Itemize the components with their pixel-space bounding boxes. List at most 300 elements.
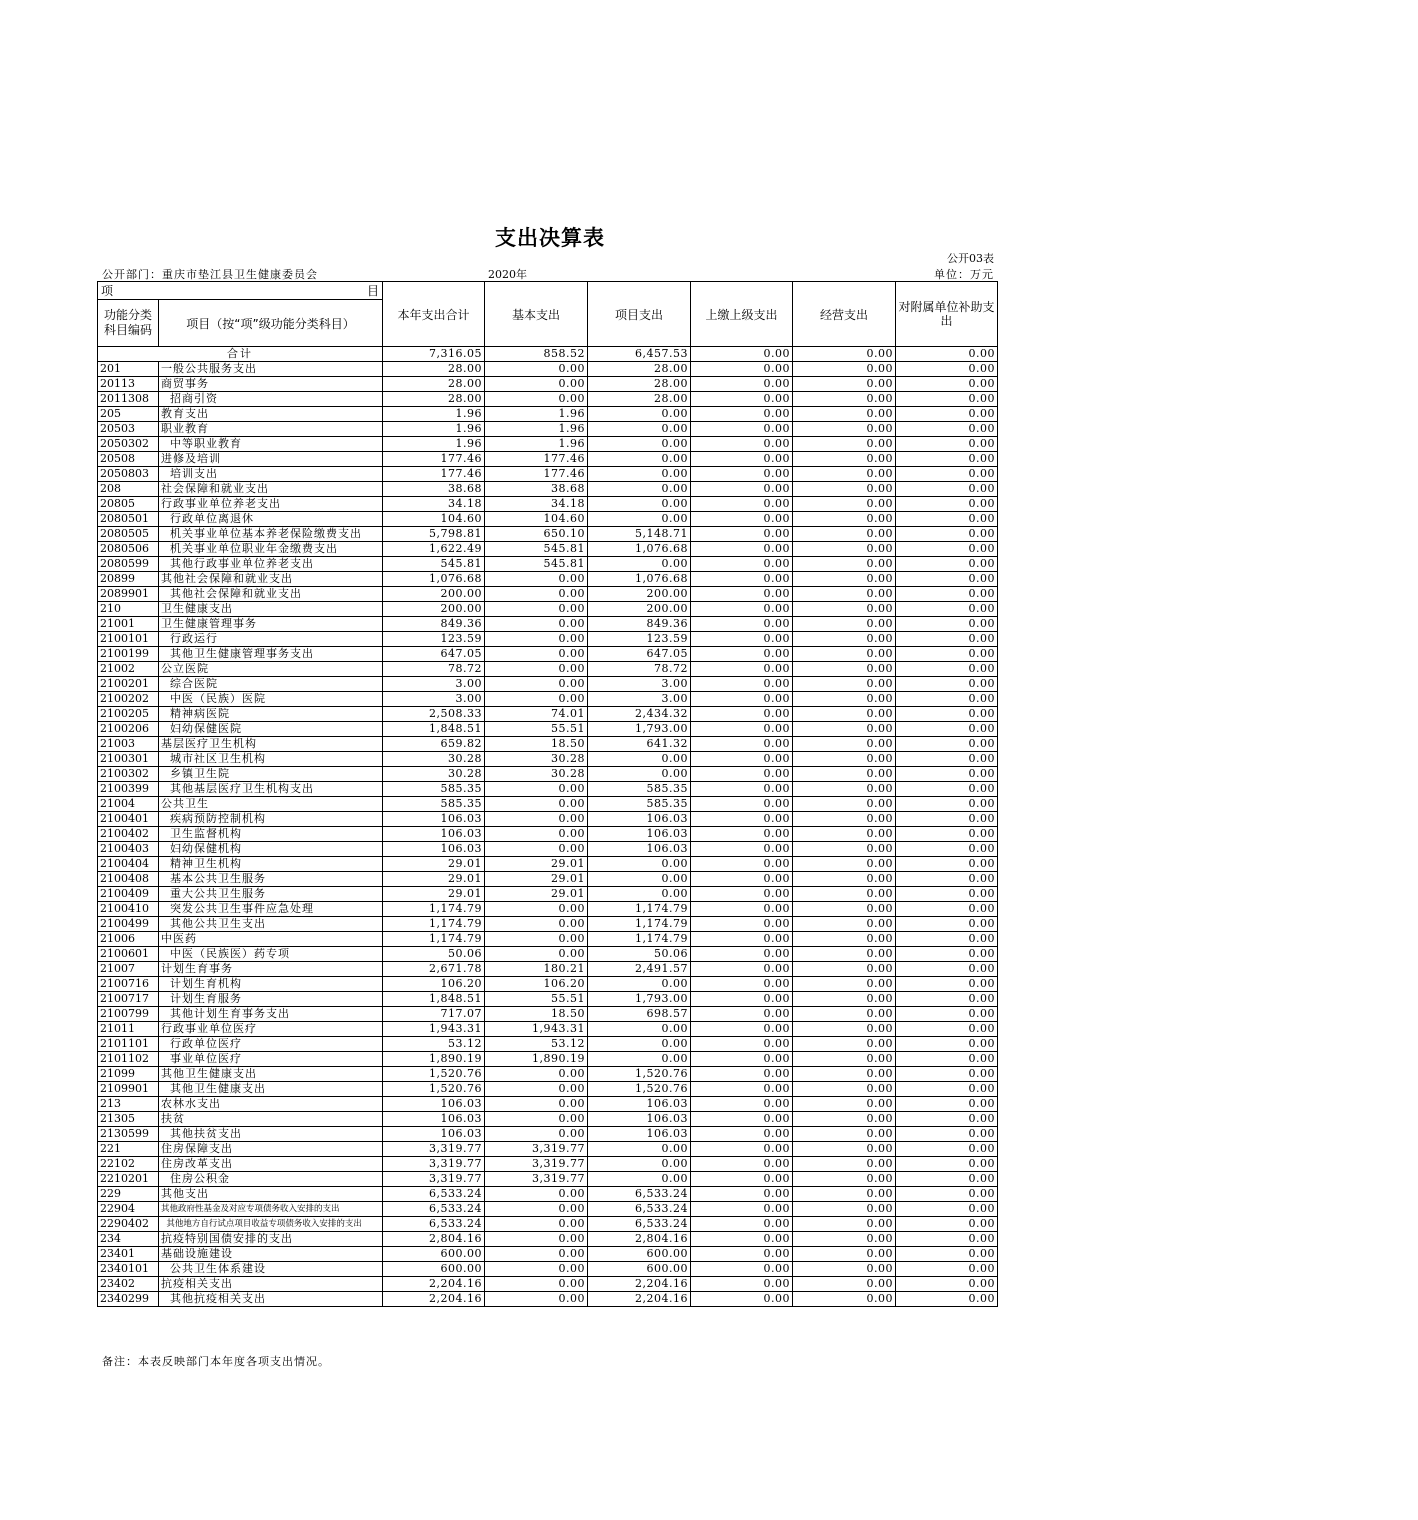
row-value: 0.00 xyxy=(896,512,998,527)
row-value: 0.00 xyxy=(896,857,998,872)
row-value: 1,848.51 xyxy=(383,722,485,737)
row-value: 0.00 xyxy=(793,1127,896,1142)
row-value: 0.00 xyxy=(691,707,793,722)
row-value: 0.00 xyxy=(691,1127,793,1142)
row-value: 0.00 xyxy=(485,917,588,932)
row-value: 0.00 xyxy=(691,827,793,842)
total-row xyxy=(98,347,998,362)
row-value: 29.01 xyxy=(485,887,588,902)
row-value: 3.00 xyxy=(383,692,485,707)
row-value: 0.00 xyxy=(691,1202,793,1217)
table-row xyxy=(98,512,998,527)
table-row xyxy=(98,707,998,722)
row-code: 2080501 xyxy=(98,512,159,527)
row-value: 6,533.24 xyxy=(588,1187,691,1202)
table-row xyxy=(98,662,998,677)
row-value: 0.00 xyxy=(896,1187,998,1202)
row-code: 22102 xyxy=(98,1157,159,1172)
row-value: 6,533.24 xyxy=(588,1202,691,1217)
row-value: 0.00 xyxy=(793,467,896,482)
row-value: 0.00 xyxy=(588,1022,691,1037)
row-name: 一般公共服务支出 xyxy=(159,362,383,377)
row-value: 1.96 xyxy=(383,407,485,422)
row-value: 30.28 xyxy=(485,767,588,782)
row-name: 行政事业单位养老支出 xyxy=(159,497,383,512)
row-value: 0.00 xyxy=(691,1097,793,1112)
table-row xyxy=(98,467,998,482)
row-value: 38.68 xyxy=(485,482,588,497)
row-value: 0.00 xyxy=(896,812,998,827)
row-value: 0.00 xyxy=(896,662,998,677)
row-value: 0.00 xyxy=(896,647,998,662)
row-value: 0.00 xyxy=(896,407,998,422)
row-value: 0.00 xyxy=(485,947,588,962)
row-name: 其他扶贫支出 xyxy=(159,1127,383,1142)
row-name: 进修及培训 xyxy=(159,452,383,467)
row-value: 106.03 xyxy=(588,842,691,857)
row-code: 21011 xyxy=(98,1022,159,1037)
row-value: 0.00 xyxy=(896,587,998,602)
row-code: 2100201 xyxy=(98,677,159,692)
row-value: 0.00 xyxy=(691,662,793,677)
row-value: 0.00 xyxy=(485,1292,588,1307)
row-code: 2100403 xyxy=(98,842,159,857)
row-value: 29.01 xyxy=(383,872,485,887)
row-code: 2100409 xyxy=(98,887,159,902)
row-code: 23402 xyxy=(98,1277,159,1292)
row-code: 2050803 xyxy=(98,467,159,482)
row-value: 3,319.77 xyxy=(485,1142,588,1157)
row-value: 0.00 xyxy=(691,527,793,542)
row-value: 585.35 xyxy=(383,797,485,812)
row-value: 0.00 xyxy=(896,1127,998,1142)
row-value: 0.00 xyxy=(691,797,793,812)
row-code: 2109901 xyxy=(98,1082,159,1097)
header-code: 功能分类科目编码 xyxy=(98,300,159,347)
row-value: 6,533.24 xyxy=(383,1187,485,1202)
row-name: 扶贫 xyxy=(159,1112,383,1127)
row-name: 综合医院 xyxy=(159,677,383,692)
row-value: 0.00 xyxy=(896,617,998,632)
row-value: 0.00 xyxy=(588,767,691,782)
row-value: 0.00 xyxy=(793,782,896,797)
row-value: 0.00 xyxy=(691,902,793,917)
row-value: 0.00 xyxy=(691,737,793,752)
row-name: 卫生健康管理事务 xyxy=(159,617,383,632)
row-value: 0.00 xyxy=(588,857,691,872)
row-value: 177.46 xyxy=(485,452,588,467)
row-value: 0.00 xyxy=(485,1127,588,1142)
row-value: 0.00 xyxy=(896,752,998,767)
row-value: 50.06 xyxy=(383,947,485,962)
item-header-right: 目 xyxy=(366,284,379,298)
row-value: 50.06 xyxy=(588,947,691,962)
row-value: 2,671.78 xyxy=(383,962,485,977)
row-value: 600.00 xyxy=(383,1247,485,1262)
table-row xyxy=(98,557,998,572)
row-value: 0.00 xyxy=(793,1187,896,1202)
row-value: 0.00 xyxy=(896,722,998,737)
row-code: 20503 xyxy=(98,422,159,437)
row-value: 3,319.77 xyxy=(383,1142,485,1157)
table-row xyxy=(98,1127,998,1142)
row-code: 2100402 xyxy=(98,827,159,842)
row-value: 78.72 xyxy=(588,662,691,677)
row-value: 106.03 xyxy=(588,1112,691,1127)
row-value: 0.00 xyxy=(691,482,793,497)
row-value: 0.00 xyxy=(896,527,998,542)
row-name: 其他卫生健康支出 xyxy=(159,1082,383,1097)
row-value: 18.50 xyxy=(485,1007,588,1022)
row-value: 2,804.16 xyxy=(588,1232,691,1247)
row-code: 2100206 xyxy=(98,722,159,737)
row-value: 28.00 xyxy=(588,377,691,392)
row-value: 0.00 xyxy=(896,422,998,437)
row-name: 其他公共卫生支出 xyxy=(159,917,383,932)
table-row xyxy=(98,572,998,587)
row-code: 2100499 xyxy=(98,917,159,932)
row-value: 0.00 xyxy=(793,797,896,812)
row-value: 28.00 xyxy=(383,392,485,407)
row-value: 0.00 xyxy=(691,1187,793,1202)
table-row xyxy=(98,647,998,662)
table-row xyxy=(98,797,998,812)
row-name: 中医（民族医）药专项 xyxy=(159,947,383,962)
row-value: 30.28 xyxy=(383,767,485,782)
row-code: 2089901 xyxy=(98,587,159,602)
row-value: 0.00 xyxy=(793,662,896,677)
row-value: 0.00 xyxy=(691,617,793,632)
table-row xyxy=(98,1187,998,1202)
row-value: 0.00 xyxy=(793,1112,896,1127)
row-value: 0.00 xyxy=(793,842,896,857)
row-value: 1,890.19 xyxy=(485,1052,588,1067)
total-value: 858.52 xyxy=(485,347,588,362)
row-name: 其他社会保障和就业支出 xyxy=(159,572,383,587)
row-value: 0.00 xyxy=(793,902,896,917)
table-row xyxy=(98,902,998,917)
row-value: 545.81 xyxy=(485,557,588,572)
row-value: 0.00 xyxy=(793,887,896,902)
total-value: 6,457.53 xyxy=(588,347,691,362)
row-name: 其他社会保障和就业支出 xyxy=(159,587,383,602)
row-value: 0.00 xyxy=(691,992,793,1007)
row-value: 0.00 xyxy=(588,1157,691,1172)
row-value: 0.00 xyxy=(793,857,896,872)
row-value: 0.00 xyxy=(793,947,896,962)
row-value: 1,943.31 xyxy=(383,1022,485,1037)
row-value: 0.00 xyxy=(691,767,793,782)
row-value: 0.00 xyxy=(485,1247,588,1262)
row-value: 0.00 xyxy=(485,902,588,917)
row-value: 0.00 xyxy=(896,1082,998,1097)
row-name: 妇幼保健医院 xyxy=(159,722,383,737)
row-value: 0.00 xyxy=(588,977,691,992)
row-value: 0.00 xyxy=(691,407,793,422)
row-value: 0.00 xyxy=(691,692,793,707)
table-row xyxy=(98,782,998,797)
table-row xyxy=(98,872,998,887)
row-value: 0.00 xyxy=(896,482,998,497)
row-value: 106.03 xyxy=(588,1097,691,1112)
row-value: 1,943.31 xyxy=(485,1022,588,1037)
row-value: 0.00 xyxy=(485,1067,588,1082)
row-value: 0.00 xyxy=(793,1097,896,1112)
row-value: 0.00 xyxy=(691,452,793,467)
table-row xyxy=(98,812,998,827)
table-row xyxy=(98,1217,998,1232)
row-value: 0.00 xyxy=(588,512,691,527)
row-value: 0.00 xyxy=(485,602,588,617)
row-value: 641.32 xyxy=(588,737,691,752)
row-value: 0.00 xyxy=(793,1007,896,1022)
row-value: 0.00 xyxy=(793,917,896,932)
table-row xyxy=(98,437,998,452)
row-value: 0.00 xyxy=(793,1067,896,1082)
row-name: 住房保障支出 xyxy=(159,1142,383,1157)
row-value: 0.00 xyxy=(896,437,998,452)
row-value: 0.00 xyxy=(691,947,793,962)
row-value: 1,174.79 xyxy=(383,902,485,917)
table-row xyxy=(98,617,998,632)
row-value: 0.00 xyxy=(896,827,998,842)
row-value: 0.00 xyxy=(793,962,896,977)
row-value: 1,520.76 xyxy=(588,1082,691,1097)
table-row xyxy=(98,1112,998,1127)
row-value: 3,319.77 xyxy=(383,1157,485,1172)
row-value: 0.00 xyxy=(691,512,793,527)
row-value: 0.00 xyxy=(793,362,896,377)
row-value: 0.00 xyxy=(691,782,793,797)
table-row xyxy=(98,1232,998,1247)
row-name: 抗疫特别国债安排的支出 xyxy=(159,1232,383,1247)
row-value: 0.00 xyxy=(691,932,793,947)
row-value: 0.00 xyxy=(896,707,998,722)
row-value: 0.00 xyxy=(691,1232,793,1247)
row-value: 3,319.77 xyxy=(383,1172,485,1187)
row-value: 0.00 xyxy=(793,482,896,497)
row-name: 机关事业单位基本养老保险缴费支出 xyxy=(159,527,383,542)
row-value: 1,793.00 xyxy=(588,992,691,1007)
row-value: 545.81 xyxy=(383,557,485,572)
row-value: 0.00 xyxy=(485,797,588,812)
table-row xyxy=(98,752,998,767)
row-value: 0.00 xyxy=(793,617,896,632)
row-name: 重大公共卫生服务 xyxy=(159,887,383,902)
row-value: 2,204.16 xyxy=(383,1277,485,1292)
row-name: 城市社区卫生机构 xyxy=(159,752,383,767)
row-value: 0.00 xyxy=(896,1142,998,1157)
table-row xyxy=(98,992,998,1007)
table-row xyxy=(98,1022,998,1037)
table-row xyxy=(98,1142,998,1157)
header-upper: 上缴上级支出 xyxy=(691,282,793,347)
row-value: 2,804.16 xyxy=(383,1232,485,1247)
row-value: 650.10 xyxy=(485,527,588,542)
row-value: 0.00 xyxy=(691,1007,793,1022)
row-name: 社会保障和就业支出 xyxy=(159,482,383,497)
row-value: 0.00 xyxy=(793,1262,896,1277)
table-number: 公开03表 xyxy=(947,252,994,265)
table-row xyxy=(98,692,998,707)
row-value: 0.00 xyxy=(485,1262,588,1277)
row-value: 0.00 xyxy=(588,1142,691,1157)
row-code: 2100717 xyxy=(98,992,159,1007)
row-value: 0.00 xyxy=(793,527,896,542)
row-value: 3.00 xyxy=(588,692,691,707)
row-value: 0.00 xyxy=(691,1277,793,1292)
row-value: 0.00 xyxy=(793,1232,896,1247)
row-name: 计划生育事务 xyxy=(159,962,383,977)
row-value: 0.00 xyxy=(793,1082,896,1097)
row-code: 2100205 xyxy=(98,707,159,722)
department-label: 公开部门：重庆市垫江县卫生健康委员会 xyxy=(102,268,318,281)
row-value: 0.00 xyxy=(485,1112,588,1127)
row-value: 0.00 xyxy=(691,887,793,902)
row-value: 0.00 xyxy=(896,632,998,647)
row-value: 0.00 xyxy=(896,1157,998,1172)
row-value: 0.00 xyxy=(896,1262,998,1277)
row-value: 600.00 xyxy=(588,1247,691,1262)
row-value: 0.00 xyxy=(896,1232,998,1247)
row-value: 200.00 xyxy=(588,602,691,617)
row-value: 0.00 xyxy=(896,1097,998,1112)
row-value: 0.00 xyxy=(793,392,896,407)
row-value: 0.00 xyxy=(691,677,793,692)
row-code: 221 xyxy=(98,1142,159,1157)
row-code: 2100399 xyxy=(98,782,159,797)
row-value: 106.20 xyxy=(383,977,485,992)
row-value: 0.00 xyxy=(793,1172,896,1187)
row-name: 培训支出 xyxy=(159,467,383,482)
row-code: 2100302 xyxy=(98,767,159,782)
row-value: 0.00 xyxy=(691,542,793,557)
table-row xyxy=(98,1292,998,1307)
item-header xyxy=(98,282,383,300)
row-value: 0.00 xyxy=(896,902,998,917)
row-name: 抗疫相关支出 xyxy=(159,1277,383,1292)
row-value: 0.00 xyxy=(691,467,793,482)
row-value: 0.00 xyxy=(691,632,793,647)
row-value: 0.00 xyxy=(588,872,691,887)
row-value: 0.00 xyxy=(896,842,998,857)
row-name: 计划生育机构 xyxy=(159,977,383,992)
table-row xyxy=(98,497,998,512)
row-value: 1.96 xyxy=(485,437,588,452)
row-value: 0.00 xyxy=(588,407,691,422)
row-value: 0.00 xyxy=(896,602,998,617)
row-name: 其他地方自行试点项目收益专项债务收入安排的支出 xyxy=(159,1217,383,1232)
row-value: 0.00 xyxy=(485,617,588,632)
row-value: 849.36 xyxy=(383,617,485,632)
row-value: 698.57 xyxy=(588,1007,691,1022)
row-code: 23401 xyxy=(98,1247,159,1262)
header-business: 经营支出 xyxy=(793,282,896,347)
row-value: 0.00 xyxy=(896,737,998,752)
row-value: 0.00 xyxy=(691,1037,793,1052)
row-value: 1,848.51 xyxy=(383,992,485,1007)
row-value: 28.00 xyxy=(383,377,485,392)
row-value: 0.00 xyxy=(485,1217,588,1232)
row-value: 0.00 xyxy=(691,1067,793,1082)
table-body xyxy=(98,347,998,1307)
row-name: 其他卫生健康支出 xyxy=(159,1067,383,1082)
row-value: 28.00 xyxy=(383,362,485,377)
row-value: 0.00 xyxy=(691,872,793,887)
row-name: 基层医疗卫生机构 xyxy=(159,737,383,752)
row-value: 0.00 xyxy=(485,1187,588,1202)
row-code: 2210201 xyxy=(98,1172,159,1187)
row-value: 5,798.81 xyxy=(383,527,485,542)
row-value: 585.35 xyxy=(383,782,485,797)
row-value: 0.00 xyxy=(896,1022,998,1037)
row-value: 0.00 xyxy=(691,647,793,662)
row-value: 0.00 xyxy=(793,1247,896,1262)
row-value: 104.60 xyxy=(383,512,485,527)
row-value: 28.00 xyxy=(588,362,691,377)
row-value: 0.00 xyxy=(896,1202,998,1217)
row-value: 0.00 xyxy=(793,722,896,737)
row-name: 公立医院 xyxy=(159,662,383,677)
row-value: 0.00 xyxy=(691,977,793,992)
row-value: 0.00 xyxy=(896,917,998,932)
row-code: 2100404 xyxy=(98,857,159,872)
row-value: 106.03 xyxy=(383,1112,485,1127)
row-value: 0.00 xyxy=(691,1247,793,1262)
row-value: 1,520.76 xyxy=(383,1067,485,1082)
row-value: 106.03 xyxy=(383,842,485,857)
footnote: 备注：本表反映部门本年度各项支出情况。 xyxy=(102,1355,330,1368)
table-row xyxy=(98,422,998,437)
row-name: 其他计划生育事务支出 xyxy=(159,1007,383,1022)
row-code: 20899 xyxy=(98,572,159,587)
row-value: 717.07 xyxy=(383,1007,485,1022)
row-value: 177.46 xyxy=(485,467,588,482)
row-name: 其他政府性基金及对应专项债务收入安排的支出 xyxy=(159,1202,383,1217)
row-value: 0.00 xyxy=(485,662,588,677)
row-value: 55.51 xyxy=(485,992,588,1007)
row-value: 659.82 xyxy=(383,737,485,752)
row-value: 0.00 xyxy=(896,557,998,572)
row-value: 0.00 xyxy=(691,1142,793,1157)
row-name: 基本公共卫生服务 xyxy=(159,872,383,887)
row-code: 22904 xyxy=(98,1202,159,1217)
row-value: 3.00 xyxy=(588,677,691,692)
row-value: 1.96 xyxy=(383,437,485,452)
row-value: 0.00 xyxy=(485,362,588,377)
row-value: 0.00 xyxy=(485,1097,588,1112)
row-value: 0.00 xyxy=(485,587,588,602)
row-value: 0.00 xyxy=(485,1277,588,1292)
row-name: 卫生监督机构 xyxy=(159,827,383,842)
row-value: 0.00 xyxy=(691,497,793,512)
row-value: 180.21 xyxy=(485,962,588,977)
table-row xyxy=(98,377,998,392)
row-value: 200.00 xyxy=(588,587,691,602)
unit-label: 单位：万元 xyxy=(934,268,994,281)
row-value: 106.03 xyxy=(588,827,691,842)
row-code: 2100401 xyxy=(98,812,159,827)
row-value: 1,174.79 xyxy=(588,932,691,947)
table-row xyxy=(98,1097,998,1112)
row-value: 0.00 xyxy=(896,497,998,512)
row-value: 106.03 xyxy=(383,827,485,842)
row-code: 2340101 xyxy=(98,1262,159,1277)
row-value: 0.00 xyxy=(896,1247,998,1262)
row-value: 0.00 xyxy=(691,437,793,452)
row-code: 2100799 xyxy=(98,1007,159,1022)
row-code: 2080505 xyxy=(98,527,159,542)
